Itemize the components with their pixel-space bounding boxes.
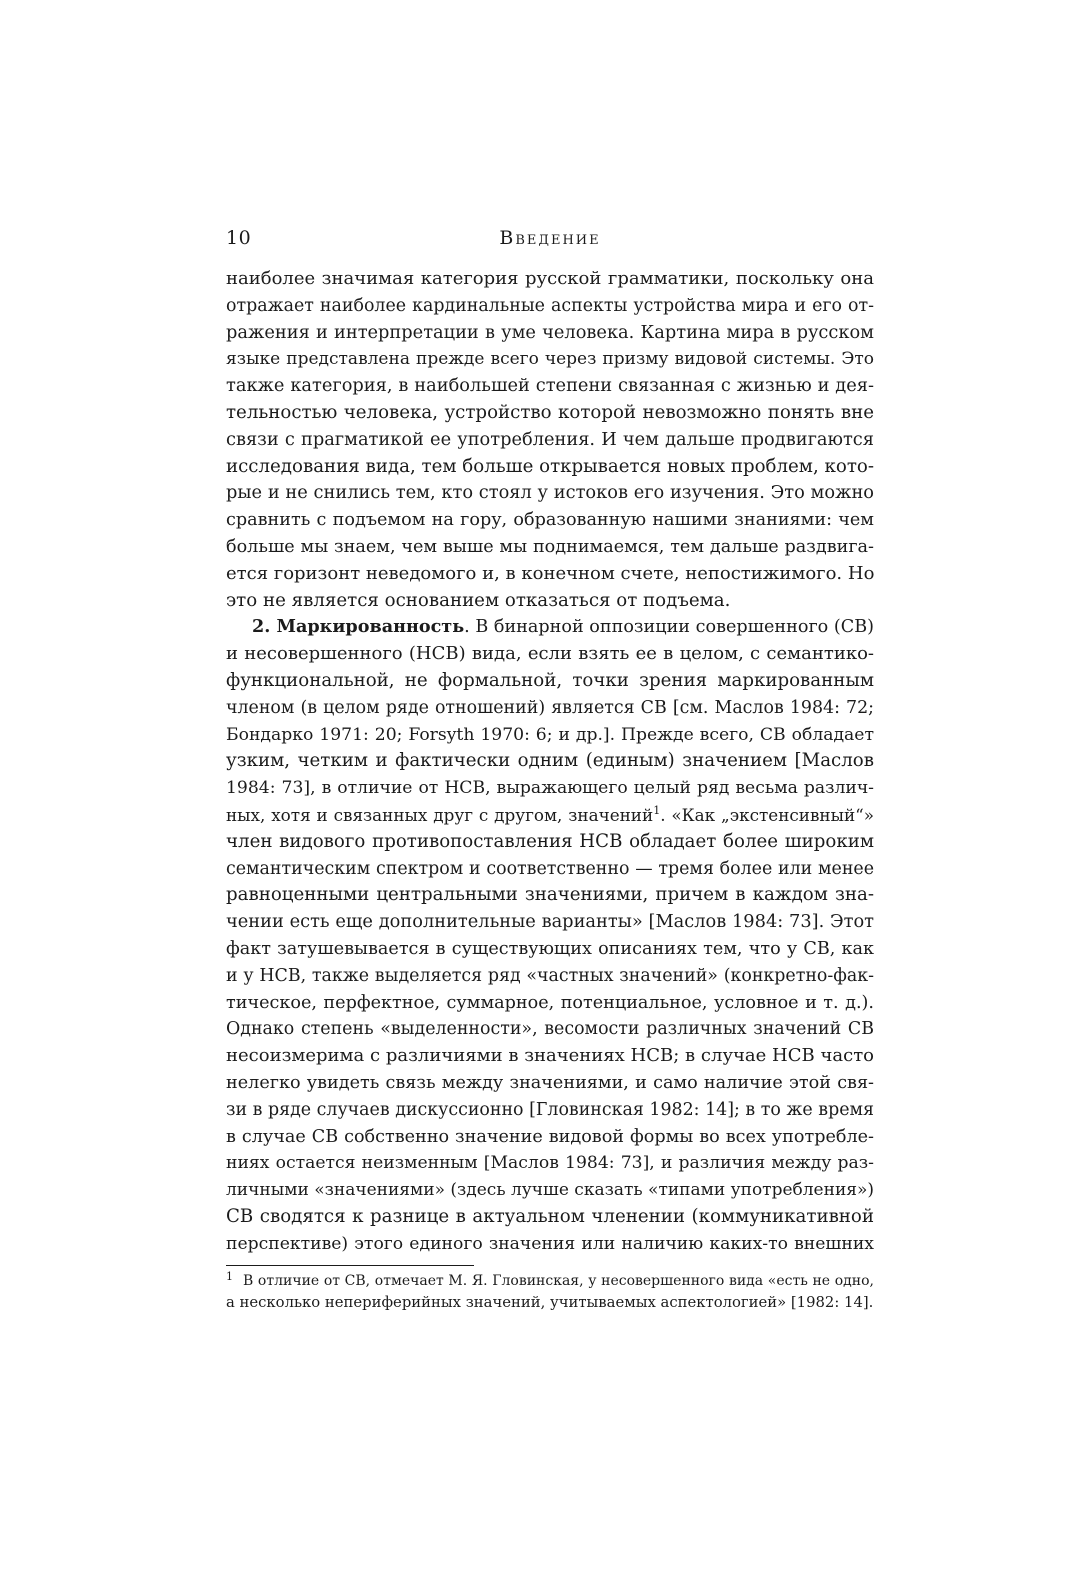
text-line: СВ сводятся к разнице в актуальном членении (коммуникативной bbox=[226, 1205, 874, 1227]
section-heading: 2. Маркированность bbox=[252, 616, 465, 638]
text-line: факт затушевывается в существующих описаниях тем, что у СВ, как bbox=[226, 938, 874, 959]
text-line: узким, четким и фактически одним (единым) значением [Маслов bbox=[226, 750, 874, 772]
text-line: несоизмерима с различиями в значениях НСВ; в случае НСВ часто bbox=[226, 1045, 874, 1067]
text-line: тическое, перфектное, суммарное, потенциальное, условное и т. д.). bbox=[226, 992, 874, 1013]
footnote-line bbox=[226, 1270, 874, 1292]
footnote-separator bbox=[226, 1265, 474, 1266]
text-line: в случае СВ собственно значение видовой формы во всех употребле- bbox=[226, 1126, 874, 1147]
text-line: сравнить с подъемом на гору, образованную нашими знаниями: чем bbox=[226, 510, 874, 531]
text-line: перспективе) этого единого значения или наличию каких-то внешних bbox=[226, 1233, 874, 1254]
text-line: равноценными центральными значениями, причем в каждом зна- bbox=[226, 884, 874, 906]
text-line: семантическим спектром и соответственно — тремя более или менее bbox=[226, 858, 874, 879]
text-line: чении есть еще дополнительные варианты» [Маслов 1984: 73]. Этот bbox=[226, 911, 874, 933]
footnote-reference[interactable]: 1 bbox=[653, 803, 661, 817]
text-line: функциональной, не формальной, точки зрения маркированным bbox=[226, 669, 874, 691]
text-line: членом (в целом ряде отношений) является СВ [см. Маслов 1984: 72; bbox=[226, 697, 874, 718]
text-line: 1984: 73], в отличие от НСВ, выражающего целый ряд весьма различ- bbox=[226, 778, 874, 799]
text-line: тельностью человека, устройство которой невозможно понять вне bbox=[226, 401, 874, 423]
body-text bbox=[226, 266, 874, 1257]
footnote-line: а несколько непериферийных значений, учитываемых аспектологией» [1982: 14]. bbox=[226, 1294, 874, 1311]
text-line: ется горизонт неведомого и, в конечном счете, непостижимого. Но bbox=[226, 562, 875, 584]
footnote bbox=[226, 1270, 874, 1314]
text-fragment: . «Как „экстенсивный“» bbox=[660, 804, 875, 825]
text-line: рые и не снились тем, кто стоял у истоков его изучения. Это можно bbox=[226, 482, 874, 504]
text-line: зи в ряде случаев дискуссионно [Гловинская 1982: 14]; в то же время bbox=[226, 1099, 874, 1120]
page-number: 10 bbox=[226, 227, 252, 249]
text-line: наиболее значимая категория русской грамматики, поскольку она bbox=[226, 268, 874, 289]
text-line: член видового противопоставления НСВ обладает более широким bbox=[226, 830, 874, 852]
text-fragment: . В бинарной оппозиции совершенного (СВ) bbox=[464, 617, 874, 638]
text-line: больше мы знаем, чем выше мы поднимаемся, тем дальше раздвига- bbox=[226, 536, 874, 557]
text-line bbox=[226, 614, 874, 641]
text-line: и несовершенного (НСВ) вида, если взять ее в целом, с семантико- bbox=[226, 643, 874, 665]
text-line: исследования вида, тем больше открывается новых проблем, кото- bbox=[226, 455, 874, 477]
text-fragment: ных, хотя и связанных друг с другом, значений bbox=[226, 804, 654, 825]
paragraph-1 bbox=[226, 266, 874, 614]
text-line: также категория, в наибольшей степени связанная с жизнью и дея- bbox=[226, 375, 874, 397]
chapter-title: Введение bbox=[499, 227, 601, 249]
text-line: и у НСВ, также выделяется ряд «частных значений» (конкретно-фак- bbox=[226, 965, 874, 986]
text-line: Бондарко 1971: 20; Forsyth 1970: 6; и др.]. Прежде всего, СВ обладает bbox=[226, 724, 874, 745]
text-line: отражает наиболее кардинальные аспекты устройства мира и его от- bbox=[226, 295, 874, 316]
text-line: личными «значениями» (здесь лучше сказать «типами употребления») bbox=[226, 1180, 875, 1201]
footnote-text: В отличие от СВ, отмечает М. Я. Гловинская, у несовершенного вида «есть не одно, bbox=[243, 1273, 874, 1289]
text-line: это не является основанием отказаться от подъема. bbox=[226, 589, 731, 611]
text-line bbox=[226, 802, 874, 829]
text-line: ражения и интерпретации в уме человека. Картина мира в русском bbox=[226, 321, 874, 343]
paragraph-2 bbox=[226, 614, 874, 1257]
text-line: Однако степень «выделенности», весомости различных значений СВ bbox=[226, 1019, 874, 1040]
running-head bbox=[226, 224, 874, 252]
text-line: ниях остается неизменным [Маслов 1984: 73], и различия между раз- bbox=[226, 1153, 874, 1174]
text-line: связи с прагматикой ее употребления. И чем дальше продвигаются bbox=[226, 428, 874, 450]
text-line: языке представлена прежде всего через призму видовой системы. Это bbox=[226, 349, 874, 370]
text-line: нелегко увидеть связь между значениями, и само наличие этой свя- bbox=[226, 1072, 874, 1093]
footnote-number: 1 bbox=[226, 1270, 233, 1283]
